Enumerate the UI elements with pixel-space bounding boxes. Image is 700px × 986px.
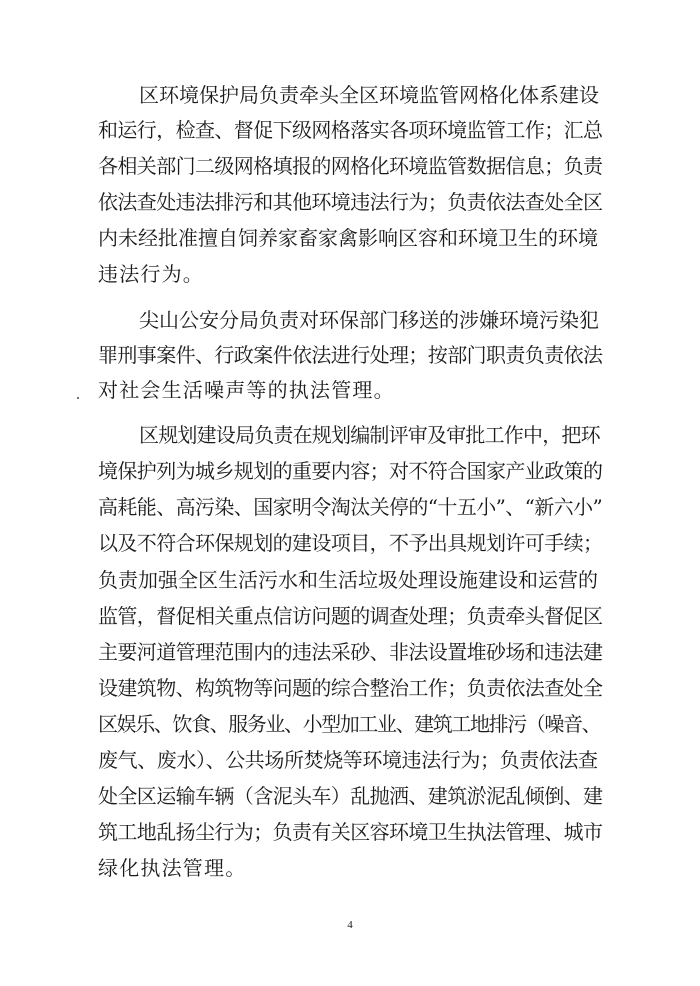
text-line: 和运行，检查、督促下级网格落实各项环境监管工作；汇总 [98, 118, 603, 142]
text-line: 区规划建设局负责在规划编制评审及审批工作中，把环 [139, 423, 600, 447]
text-line: 罪刑事案件、行政案件依法进行处理；按部门职责负责依法 [98, 343, 603, 367]
page-number: 4 [347, 919, 353, 931]
text-line: 各相关部门二级网格填报的网格化环境监管数据信息；负责 [98, 154, 603, 178]
text-line: 监管，督促相关重点信访问题的调查处理；负责牵头督促区 [98, 604, 603, 628]
text-line: 处全区运输车辆（含泥头车）乱抛洒、建筑淤泥乱倾倒、建 [98, 784, 603, 808]
text-line: 依法查处违法排污和其他环境违法行为；负责依法查处全区 [98, 190, 603, 214]
text-line: 违法行为。 [98, 262, 204, 286]
text-line: 负责加强全区生活污水和生活垃圾处理设施建设和运营的 [98, 568, 598, 592]
text-line: 设建筑物、构筑物等问题的综合整治工作；负责依法查处全 [98, 676, 603, 700]
text-line: 主要河道管理范围内的违法采砂、非法设置堆砂场和违法建 [98, 640, 603, 664]
text-line: 境保护列为城乡规划的重要内容；对不符合国家产业政策的 [98, 459, 603, 483]
text-line: 以及不符合环保规划的建设项目，不予出具规划许可手续； [98, 531, 603, 555]
text-line: 区娱乐、饮食、服务业、小型加工业、建筑工地排污（噪音、 [98, 712, 601, 736]
text-line: 尖山公安分局负责对环保部门移送的涉嫌环境污染犯 [139, 308, 599, 332]
text-line: 区环境保护局负责牵头全区环境监管网格化体系建设 [139, 83, 599, 107]
text-line: 废气、废水）、公共场所焚烧等环境违法行为；负责依法查 [98, 748, 598, 772]
text-line: 对社会生活噪声等的执法管理。 [98, 378, 395, 402]
scan-speck [77, 397, 79, 399]
text-line: 高耗能、高污染、国家明令淘汰关停的“十五小”、“新六小” [98, 495, 603, 519]
text-line: 筑工地乱扬尘行为；负责有关区容环境卫生执法管理、城市 [98, 820, 603, 844]
text-line: 绿化执法管理。 [98, 856, 247, 880]
text-line: 内未经批准擅自饲养家畜家禽影响区容和环境卫生的环境 [98, 226, 598, 250]
